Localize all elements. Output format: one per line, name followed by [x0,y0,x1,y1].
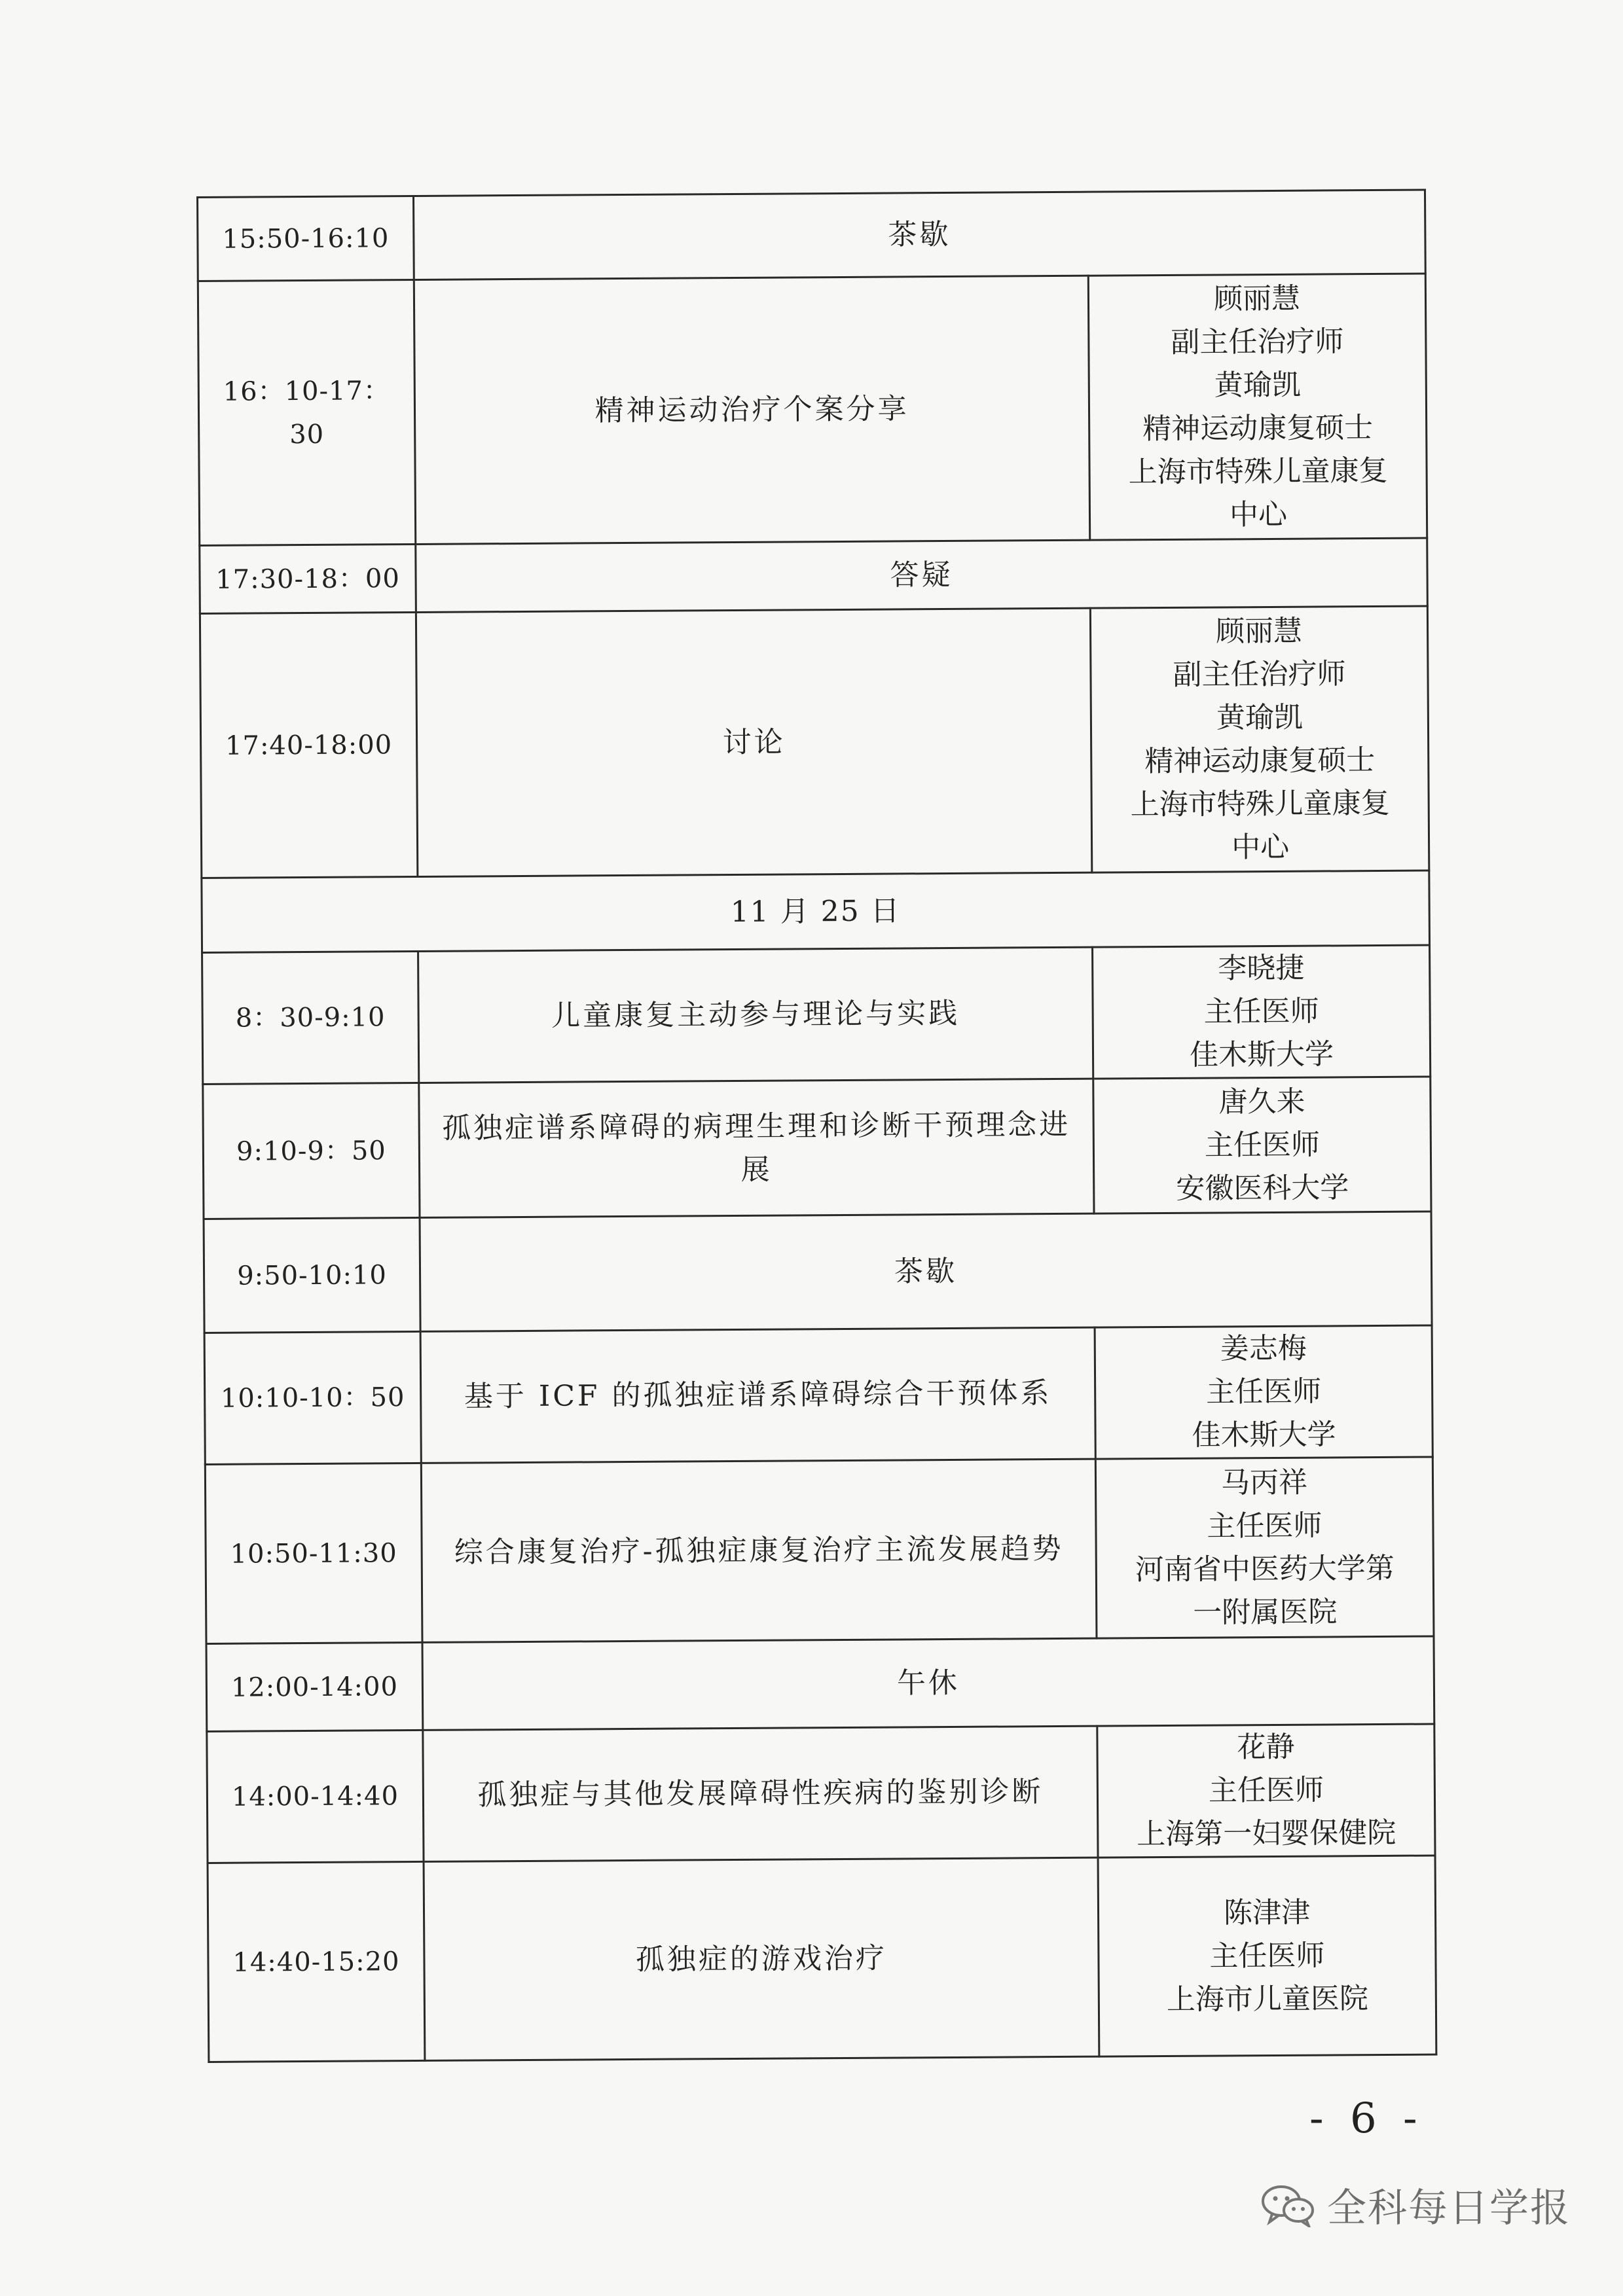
speaker-cell [1098,1856,1436,2056]
speaker-line: 顾丽慧 [1213,281,1301,316]
speaker-line: 上海市儿童医院 [1166,1981,1369,2017]
session-row [203,1077,1431,1219]
session-row [200,606,1429,878]
speaker-line: 主任医师 [1208,1773,1324,1808]
time-cell: 10:50-11:30 [205,1463,422,1643]
speaker-line: 马丙祥 [1220,1465,1308,1499]
break-cell: 答疑 [416,538,1428,612]
session-row [198,274,1427,545]
speaker-line: 黄瑜凯 [1216,700,1304,734]
speaker-cell [1093,945,1431,1079]
speaker-line: 黄瑜凯 [1214,368,1301,403]
time-cell: 17:30-18：00 [200,544,416,613]
speaker-line: 主任医师 [1203,994,1319,1029]
time-cell: 10:10-10：50 [204,1331,421,1464]
speaker-cell [1095,1325,1432,1459]
topic-cell: 综合康复治疗-孤独症康复治疗主流发展趋势 [421,1459,1097,1642]
speaker-line: 副主任治疗师 [1173,656,1346,692]
speaker-line: 姜志梅 [1220,1331,1307,1366]
speaker-line: 河南省中医药大学第 [1135,1551,1395,1587]
speaker-line: 唐久来 [1218,1085,1305,1119]
speaker-line: 李晓捷 [1218,951,1305,986]
speaker-line: 佳木斯大学 [1192,1418,1336,1452]
speaker-line: 上海市特殊儿童康复 [1128,454,1388,489]
date-cell: 11 月 25 日 [202,870,1430,952]
speaker-cell [1097,1724,1435,1857]
speaker-line: 主任医师 [1207,1509,1322,1543]
watermark [1260,2177,1571,2233]
time-cell: 16：10-17：30 [198,279,415,545]
speaker-line: 顾丽慧 [1215,614,1303,649]
session-row [202,945,1431,1084]
speaker-line: 安徽医科大学 [1176,1170,1349,1206]
time-cell: 8：30-9:10 [202,951,419,1084]
speaker-cell [1093,1077,1431,1213]
time-cell: 12:00-14:00 [206,1642,423,1731]
speaker-cell [1088,274,1427,540]
time-cell: 9:10-9：50 [203,1083,420,1219]
speaker-line: 中心 [1231,830,1290,864]
topic-cell: 精神运动治疗个案分享 [414,276,1089,544]
watermark-text: 全科每日学报 [1327,2185,1571,2231]
topic-cell: 讨论 [416,608,1091,876]
speaker-line: 主任医师 [1209,1939,1325,1973]
page-number: - 6 - [1309,2094,1424,2143]
break-row [204,1211,1432,1333]
session-row [204,1325,1432,1464]
time-cell: 14:40-15:20 [208,1861,425,2062]
time-cell: 17:40-18:00 [200,612,417,878]
speaker-line: 上海第一妇婴保健院 [1137,1816,1396,1852]
wechat-icon [1260,2183,1317,2227]
speaker-line: 佳木斯大学 [1189,1037,1334,1072]
speaker-line: 陈津津 [1223,1895,1311,1929]
topic-cell: 儿童康复主动参与理论与实践 [418,947,1093,1083]
speaker-line: 一附属医院 [1193,1594,1338,1630]
time-cell: 9:50-10:10 [204,1217,420,1333]
break-row [200,538,1428,613]
speaker-line: 副主任治疗师 [1171,324,1344,359]
speaker-line: 上海市特殊儿童康复 [1130,786,1390,821]
break-cell: 茶歇 [420,1211,1432,1331]
speaker-line: 花静 [1237,1730,1295,1765]
date-row [202,870,1430,952]
break-row [206,1636,1434,1731]
session-row [205,1457,1434,1643]
schedule-table [196,189,1437,2063]
speaker-line: 精神运动康复硕士 [1144,743,1376,778]
session-row [208,1856,1436,2062]
speaker-line: 主任医师 [1204,1128,1321,1162]
time-cell: 15:50-16:10 [198,196,414,281]
topic-cell: 孤独症谱系障碍的病理生理和诊断干预理念进展 [419,1079,1094,1217]
speaker-line: 精神运动康复硕士 [1142,410,1374,446]
break-cell: 午休 [422,1636,1434,1730]
break-row [198,190,1426,281]
topic-cell: 孤独症的游戏治疗 [424,1857,1099,2060]
time-cell: 14:00-14:40 [207,1730,424,1863]
speaker-line: 主任医师 [1206,1374,1322,1409]
topic-cell: 基于 ICF 的孤独症谱系障碍综合干预体系 [420,1327,1095,1463]
break-cell: 茶歇 [414,190,1426,279]
topic-cell: 孤独症与其他发展障碍性疾病的鉴别诊断 [423,1726,1098,1861]
speaker-cell [1095,1457,1434,1638]
session-row [207,1724,1435,1863]
speaker-cell [1090,606,1429,872]
speaker-line: 中心 [1229,497,1288,531]
